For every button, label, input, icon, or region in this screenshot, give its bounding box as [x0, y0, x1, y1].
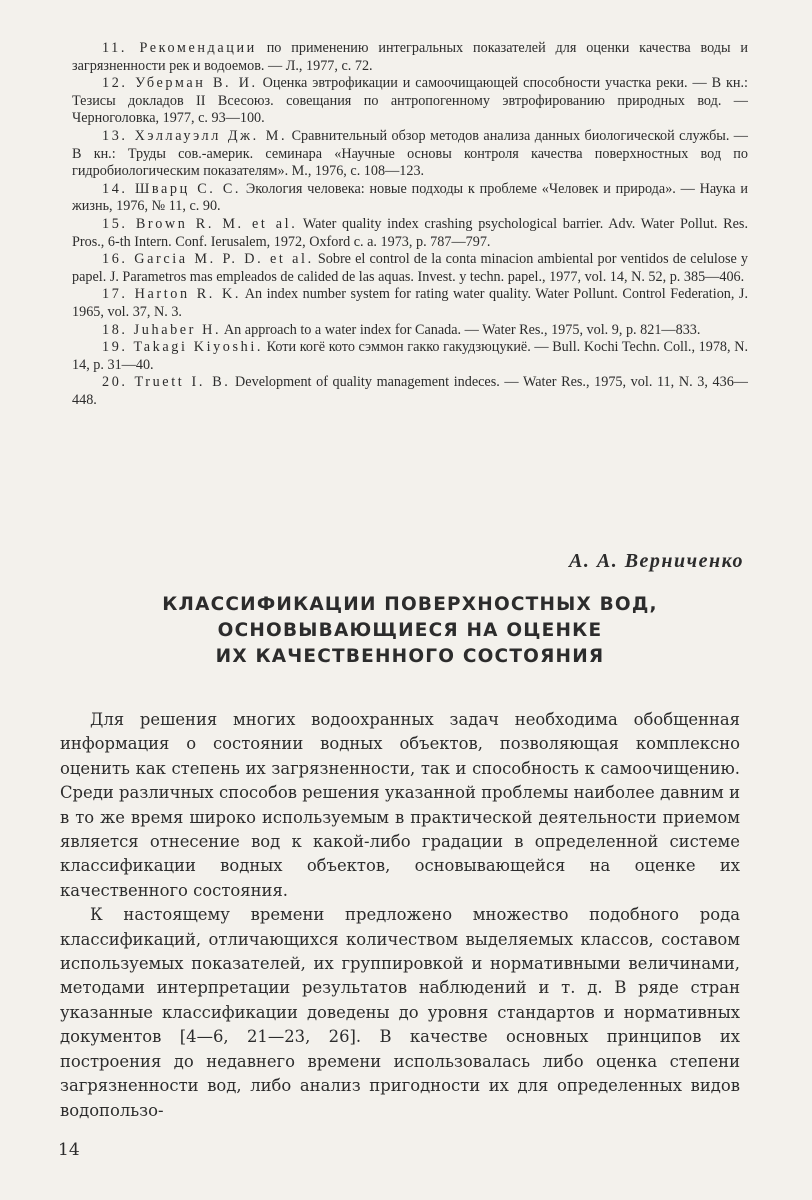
reference-text: Коти когё кото сэммон гакко гакудзюцукиё. — Bull. Kochi Techn. Coll., 1978, N. 14, p. 31—40. [72, 339, 748, 373]
reference-text: Оценка эвтрофикации и самоочищающей способности участка реки. — В кн.: Тезисы докладов II Всесоюз. совещания по антропогенному эвтрофированию природных вод. — Черноголовка, 1977, с. 93—100. [72, 75, 748, 127]
reference-author: 13. Хэллауэлл Дж. М. [102, 127, 288, 144]
reference-text: Сравнительный обзор методов анализа данных биологической службы. — В кн.: Труды сов.-америк. семинара «Научные основы контроля качества поверхностных вод по гидробиологическим показателям». М., 1976, с. 108—123. [72, 127, 748, 180]
reference-item [72, 128, 748, 181]
body-paragraph: Для решения многих водоохранных задач необходима обобщенная информация о состоянии водных объектов, позволяющая комплексно оценить как степень их загрязненности, так и способность к самоочищению. Среди различных способов решения указанной проблемы наиболее давним и в то же время широко используемым в практической деятельности приемом является отнесение вод к какой-либо градации в определенной системе классификации водных объектов, основывающейся на оценке их качественного состояния. [60, 710, 740, 900]
reference-author: 14. Шварц С. С. [102, 180, 242, 197]
reference-text: Sobre el control de la conta minacion ambiental por ventidos de celulose y papel. J. Parametros mas empleados de calided de las aquas. Invest. y techn. papel., 1977, vol. 14, N. 52, p. 385—406. [72, 251, 748, 285]
title-line: ОСНОВЫВАЮЩИЕСЯ НА ОЦЕНКЕ [217, 620, 603, 641]
reference-author: 12. Уберман В. И. [102, 75, 258, 92]
reference-item [72, 251, 748, 286]
reference-text: Экология человека: новые подходы к проблеме «Человек и природа». — Наука и жизнь, 1976, № 11, с. 90. [72, 180, 748, 215]
reference-text: An index number system for rating water quality. Water Pollunt. Control Federation, J. 1965, vol. 37, N. 3. [72, 286, 748, 320]
reference-item [72, 181, 748, 216]
article-title [100, 592, 720, 670]
reference-text: Water quality index crashing psychological barrier. Adv. Water Pollut. Res. Pros., 6-th Intern. Conf. Ierusalem, 1972, Oxford c. a. 1973, p. 787—797. [72, 215, 748, 250]
reference-item [72, 40, 748, 75]
article-author: А. А. Верниченко [569, 550, 744, 572]
reference-item [72, 286, 748, 321]
title-line: ИХ КАЧЕСТВЕННОГО СОСТОЯНИЯ [215, 646, 605, 667]
reference-author: 11. Рекомендации [102, 40, 257, 56]
article-body [60, 708, 740, 1123]
reference-item [72, 374, 748, 409]
body-paragraph: К настоящему времени предложено множество подобного рода классификаций, отличающихся количеством выделяемых классов, составом используемых показателей, их группировкой и нормативными величинами, методами интерпретации результатов наблюдений и т. д. В ряде стран указанные классификации доведены до уровня стандартов и нормативных документов [4—6, 21—23, 26]. В качестве основных принципов их построения до недавнего времени использовалась либо оценка степени загрязненности вод, либо анализ пригодности их для определенных видов водопользо- [60, 905, 740, 1120]
reference-item [72, 322, 748, 340]
reference-item [72, 216, 748, 251]
reference-item [72, 339, 748, 374]
reference-author: 20. Truett I. B. [102, 374, 231, 391]
page-number: 14 [58, 1140, 80, 1160]
reference-author: 19. Takagi Kiyoshi. [102, 339, 264, 356]
reference-author: 18. Juhaber H. [102, 321, 222, 338]
reference-text: An approach to a water index for Canada. — Water Res., 1975, vol. 9, p. 821—833. [221, 321, 701, 338]
reference-author: 17. Harton R. K. [102, 286, 242, 303]
reference-text: Development of quality management indeces. — Water Res., 1975, vol. 11, N. 3, 436—448. [72, 374, 748, 408]
reference-author: 15. Brown R. M. et al. [102, 215, 298, 232]
reference-list [72, 40, 748, 409]
title-line: КЛАССИФИКАЦИИ ПОВЕРХНОСТНЫХ ВОД, [162, 594, 658, 615]
reference-item [72, 75, 748, 128]
reference-author: 16. Garcia M. P. D. et al. [102, 251, 314, 268]
reference-text: по применению интегральных показателей для оценки качества воды и загрязненности рек и водоемов. — Л., 1977, с. 72. [72, 40, 749, 74]
